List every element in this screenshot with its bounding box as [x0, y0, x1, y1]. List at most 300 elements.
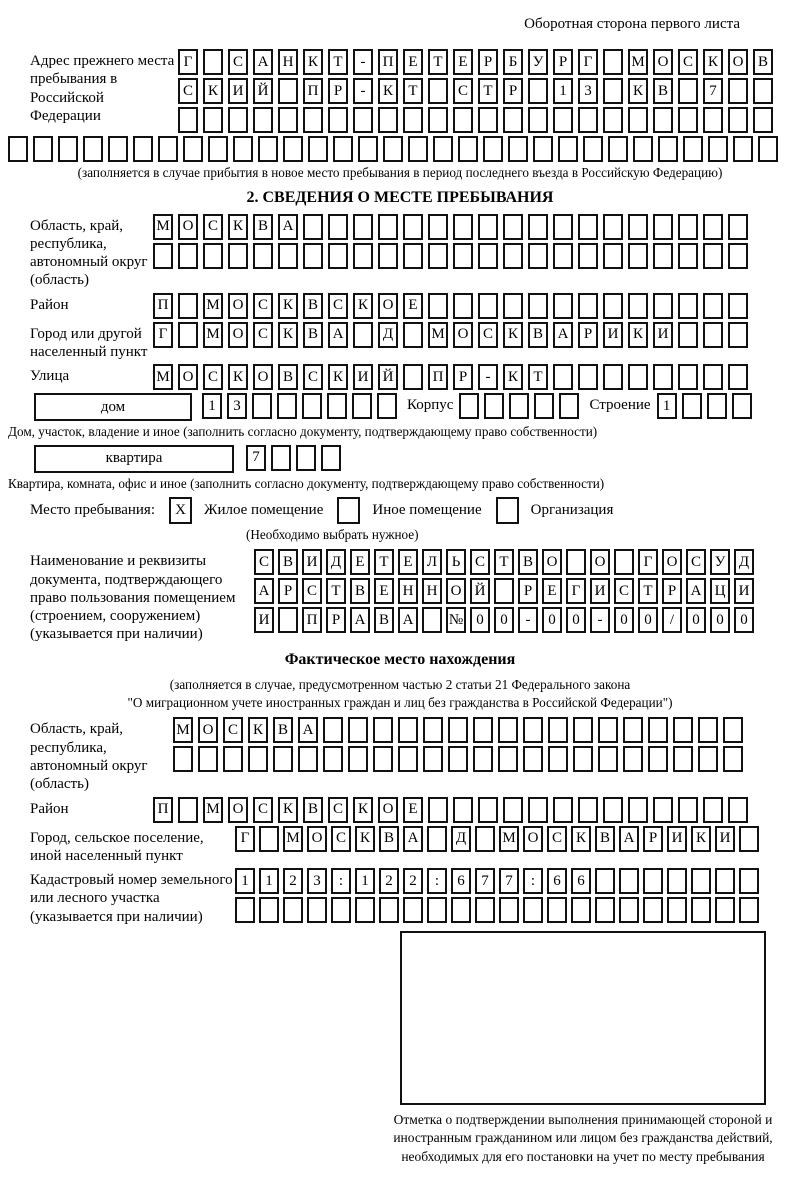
- char-cell: [578, 107, 598, 133]
- char-cell: [648, 746, 668, 772]
- char-cell: :: [331, 868, 351, 894]
- char-cell: [728, 78, 748, 104]
- char-cell: 6: [451, 868, 471, 894]
- char-cell: [528, 214, 548, 240]
- char-cell: [633, 136, 653, 162]
- char-cell: [331, 897, 351, 923]
- char-cell: [353, 107, 373, 133]
- char-cell: [528, 293, 548, 319]
- char-cell: [378, 243, 398, 269]
- char-cell: Е: [374, 578, 394, 604]
- char-cell: [383, 136, 403, 162]
- prev-address-overflow-row: [8, 136, 792, 162]
- char-cell: К: [355, 826, 375, 852]
- char-cell: И: [353, 364, 373, 390]
- char-cell: [723, 717, 743, 743]
- char-cell: С: [178, 78, 198, 104]
- document-grid: [254, 549, 754, 633]
- char-cell: А: [686, 578, 706, 604]
- char-cell: [373, 746, 393, 772]
- char-cell: [623, 746, 643, 772]
- char-cell: Р: [328, 78, 348, 104]
- char-cell: [578, 364, 598, 390]
- char-cell: Д: [378, 322, 398, 348]
- char-cell: [603, 78, 623, 104]
- char-cell: [703, 797, 723, 823]
- char-cell: [178, 293, 198, 319]
- char-cell: [33, 136, 53, 162]
- char-cell: [595, 897, 615, 923]
- char-cell: Г: [566, 578, 586, 604]
- char-cell: [83, 136, 103, 162]
- option-other-premises-label: Иное помещение: [372, 502, 482, 519]
- char-cell: [703, 107, 723, 133]
- char-cell: [728, 107, 748, 133]
- char-cell: [323, 717, 343, 743]
- char-cell: И: [254, 607, 274, 633]
- char-cell: Р: [478, 49, 498, 75]
- char-cell: Т: [638, 578, 658, 604]
- char-cell: Т: [326, 578, 346, 604]
- char-cell: А: [328, 322, 348, 348]
- char-cell: [378, 107, 398, 133]
- char-cell: [353, 322, 373, 348]
- char-cell: [528, 78, 548, 104]
- char-cell: В: [595, 826, 615, 852]
- char-cell: Г: [638, 549, 658, 575]
- char-cell: [678, 293, 698, 319]
- char-cell: [528, 797, 548, 823]
- header-note: Оборотная сторона первого листа: [524, 16, 740, 32]
- char-cell: Н: [422, 578, 442, 604]
- char-cell: 0: [734, 607, 754, 633]
- char-cell: М: [203, 322, 223, 348]
- char-cell: [333, 136, 353, 162]
- char-cell: [448, 746, 468, 772]
- char-cell: В: [379, 826, 399, 852]
- actual-location-captions: [8, 676, 792, 712]
- char-cell: С: [253, 797, 273, 823]
- char-cell: 1: [259, 868, 279, 894]
- char-cell: Е: [542, 578, 562, 604]
- fact-city-field: [8, 826, 792, 866]
- char-cell: [355, 897, 375, 923]
- char-cell: К: [303, 49, 323, 75]
- char-cell: [653, 293, 673, 319]
- char-cell: [235, 897, 255, 923]
- char-cell: [427, 897, 447, 923]
- char-cell: [428, 797, 448, 823]
- char-cell: М: [153, 364, 173, 390]
- char-cell: И: [667, 826, 687, 852]
- char-cell: [248, 746, 268, 772]
- char-cell: Б: [503, 49, 523, 75]
- char-cell: [298, 746, 318, 772]
- char-cell: [578, 243, 598, 269]
- char-cell: [598, 746, 618, 772]
- actual-location-title: Фактическое место нахождения: [284, 650, 516, 668]
- char-cell: В: [374, 607, 394, 633]
- char-cell: С: [253, 293, 273, 319]
- region-label: Область, край, республика, автономный округ (область): [30, 217, 148, 289]
- street-field: [8, 364, 792, 390]
- checkbox-residential: [169, 497, 192, 524]
- char-cell: К: [353, 293, 373, 319]
- char-cell: [623, 717, 643, 743]
- char-cell: [667, 868, 687, 894]
- char-cell: М: [153, 214, 173, 240]
- char-cell: 3: [227, 393, 247, 419]
- char-cell: [478, 107, 498, 133]
- char-cell: [475, 897, 495, 923]
- option-organization-label: Организация: [530, 502, 614, 519]
- stay-type-hint: (Необходимо выбрать нужное): [246, 527, 419, 543]
- char-cell: [403, 243, 423, 269]
- char-cell: [352, 393, 372, 419]
- char-cell: [428, 243, 448, 269]
- char-cell: Р: [278, 578, 298, 604]
- char-cell: А: [619, 826, 639, 852]
- stroenie-label: Строение: [589, 397, 651, 414]
- char-cell: [553, 364, 573, 390]
- char-cell: С: [453, 78, 473, 104]
- char-cell: [398, 717, 418, 743]
- char-cell: [553, 243, 573, 269]
- char-cell: [308, 136, 328, 162]
- char-cell: 1: [235, 868, 255, 894]
- char-cell: [703, 243, 723, 269]
- char-cell: [453, 243, 473, 269]
- char-cell: [323, 746, 343, 772]
- checkbox-other-premises: [337, 497, 360, 524]
- char-cell: [358, 136, 378, 162]
- char-cell: [603, 243, 623, 269]
- char-cell: У: [528, 49, 548, 75]
- char-cell: [723, 746, 743, 772]
- char-cell: [433, 136, 453, 162]
- char-cell: О: [178, 364, 198, 390]
- char-cell: [523, 897, 543, 923]
- document-label: Наименование и реквизиты документа, подтверждающего право пользования помещением (строением, сооружением) (указывается при наличии): [30, 553, 236, 643]
- char-cell: [708, 136, 728, 162]
- char-cell: [233, 136, 253, 162]
- char-cell: [503, 243, 523, 269]
- char-cell: [8, 136, 28, 162]
- char-cell: У: [710, 549, 730, 575]
- fact-region-row-2: [173, 746, 743, 772]
- char-cell: И: [603, 322, 623, 348]
- char-cell: [534, 393, 554, 419]
- char-cell: [428, 78, 448, 104]
- char-cell: В: [253, 214, 273, 240]
- char-cell: [377, 393, 397, 419]
- char-cell: Е: [403, 49, 423, 75]
- char-cell: 2: [283, 868, 303, 894]
- char-cell: [583, 136, 603, 162]
- char-cell: К: [571, 826, 591, 852]
- char-cell: [453, 107, 473, 133]
- street-row: [153, 364, 748, 390]
- char-cell: [498, 717, 518, 743]
- cadastral-row-2: [235, 897, 759, 923]
- stay-type-label: Место пребывания:: [30, 502, 155, 519]
- city-field: [8, 322, 792, 362]
- char-cell: [499, 897, 519, 923]
- char-cell: [302, 393, 322, 419]
- char-cell: О: [653, 49, 673, 75]
- char-cell: А: [403, 826, 423, 852]
- char-cell: [683, 136, 703, 162]
- char-cell: [403, 364, 423, 390]
- char-cell: 1: [553, 78, 573, 104]
- char-cell: С: [228, 49, 248, 75]
- char-cell: 1: [202, 393, 222, 419]
- apartment-label-box: квартира: [34, 445, 234, 473]
- char-cell: [483, 136, 503, 162]
- prev-address-row-3: [178, 107, 773, 133]
- char-cell: [203, 243, 223, 269]
- char-cell: А: [553, 322, 573, 348]
- char-cell: [619, 897, 639, 923]
- house-field: [8, 393, 792, 421]
- char-cell: [753, 107, 773, 133]
- char-cell: [603, 364, 623, 390]
- char-cell: К: [278, 797, 298, 823]
- char-cell: В: [528, 322, 548, 348]
- char-cell: Т: [478, 78, 498, 104]
- char-cell: К: [503, 322, 523, 348]
- char-cell: 0: [710, 607, 730, 633]
- char-cell: С: [223, 717, 243, 743]
- char-cell: К: [691, 826, 711, 852]
- char-cell: [523, 717, 543, 743]
- char-cell: [603, 293, 623, 319]
- char-cell: Е: [398, 549, 418, 575]
- char-cell: [427, 826, 447, 852]
- char-cell: [423, 746, 443, 772]
- char-cell: [494, 578, 514, 604]
- char-cell: [678, 797, 698, 823]
- char-cell: [403, 322, 423, 348]
- char-cell: [353, 243, 373, 269]
- char-cell: Н: [278, 49, 298, 75]
- char-cell: К: [228, 364, 248, 390]
- fact-region-field: [8, 717, 792, 793]
- char-cell: Т: [428, 49, 448, 75]
- char-cell: -: [353, 78, 373, 104]
- char-cell: [428, 107, 448, 133]
- fact-district-row: [153, 797, 748, 823]
- char-cell: [478, 797, 498, 823]
- char-cell: [303, 243, 323, 269]
- char-cell: 2: [403, 868, 423, 894]
- char-cell: [578, 797, 598, 823]
- char-cell: [473, 717, 493, 743]
- char-cell: [484, 393, 504, 419]
- char-cell: Е: [403, 797, 423, 823]
- prev-address-grid: [178, 49, 773, 133]
- region-row-1: [153, 214, 748, 240]
- char-cell: [603, 797, 623, 823]
- house-number-cells: [202, 393, 397, 419]
- char-cell: [703, 322, 723, 348]
- char-cell: М: [203, 293, 223, 319]
- char-cell: 0: [542, 607, 562, 633]
- char-cell: [296, 445, 316, 471]
- char-cell: С: [331, 826, 351, 852]
- char-cell: С: [614, 578, 634, 604]
- korpus-label: Корпус: [407, 397, 454, 414]
- char-cell: [758, 136, 778, 162]
- char-cell: [328, 243, 348, 269]
- char-cell: [628, 797, 648, 823]
- char-cell: В: [278, 549, 298, 575]
- char-cell: [643, 868, 663, 894]
- char-cell: 6: [547, 868, 567, 894]
- char-cell: [603, 49, 623, 75]
- char-cell: 3: [578, 78, 598, 104]
- char-cell: [303, 214, 323, 240]
- char-cell: О: [178, 214, 198, 240]
- cadastral-grid: [235, 868, 759, 923]
- char-cell: [715, 897, 735, 923]
- char-cell: [173, 746, 193, 772]
- char-cell: А: [350, 607, 370, 633]
- char-cell: [667, 897, 687, 923]
- char-cell: [278, 607, 298, 633]
- char-cell: [203, 49, 223, 75]
- char-cell: 0: [686, 607, 706, 633]
- char-cell: [451, 897, 471, 923]
- prev-address-label: Адрес прежнего места пребывания в Российской Федерации: [30, 53, 175, 124]
- fact-city-label: Город, сельское поселение, иной населенный пункт: [30, 829, 204, 864]
- actual-location-caption-1: (заполняется в случае, предусмотренном частью 2 статьи 21 Федерального закона: [169, 676, 631, 692]
- char-cell: [133, 136, 153, 162]
- char-cell: :: [427, 868, 447, 894]
- char-cell: [475, 826, 495, 852]
- char-cell: М: [203, 797, 223, 823]
- char-cell: [303, 107, 323, 133]
- char-cell: [559, 393, 579, 419]
- prev-address-field: [8, 49, 792, 133]
- fact-region-grid: [173, 717, 743, 772]
- char-cell: [678, 243, 698, 269]
- char-cell: П: [428, 364, 448, 390]
- char-cell: [653, 797, 673, 823]
- char-cell: [628, 107, 648, 133]
- char-cell: 0: [566, 607, 586, 633]
- region-row-2: [153, 243, 748, 269]
- char-cell: В: [518, 549, 538, 575]
- char-cell: Р: [643, 826, 663, 852]
- char-cell: [678, 214, 698, 240]
- char-cell: [228, 243, 248, 269]
- char-cell: Р: [578, 322, 598, 348]
- street-label: Улица: [30, 368, 70, 385]
- char-cell: [373, 717, 393, 743]
- char-cell: [728, 214, 748, 240]
- char-cell: [732, 393, 752, 419]
- checkbox-organization: [496, 497, 519, 524]
- char-cell: [728, 243, 748, 269]
- char-cell: [453, 293, 473, 319]
- char-cell: [528, 107, 548, 133]
- char-cell: В: [303, 797, 323, 823]
- char-cell: 0: [614, 607, 634, 633]
- char-cell: [653, 364, 673, 390]
- char-cell: Й: [378, 364, 398, 390]
- char-cell: [253, 243, 273, 269]
- char-cell: [707, 393, 727, 419]
- char-cell: [553, 214, 573, 240]
- char-cell: О: [307, 826, 327, 852]
- char-cell: [548, 746, 568, 772]
- char-cell: [423, 717, 443, 743]
- char-cell: [608, 136, 628, 162]
- fact-district-label: Район: [30, 800, 69, 817]
- option-residential-label: Жилое помещение: [204, 502, 324, 519]
- char-cell: В: [303, 293, 323, 319]
- char-cell: К: [628, 322, 648, 348]
- char-cell: [408, 136, 428, 162]
- char-cell: Г: [235, 826, 255, 852]
- char-cell: [278, 107, 298, 133]
- char-cell: Т: [528, 364, 548, 390]
- char-cell: [478, 243, 498, 269]
- char-cell: К: [703, 49, 723, 75]
- char-cell: С: [303, 364, 323, 390]
- char-cell: [715, 868, 735, 894]
- char-cell: [178, 797, 198, 823]
- char-cell: [379, 897, 399, 923]
- char-cell: Р: [326, 607, 346, 633]
- checkbox-residential-mark: X: [175, 502, 186, 519]
- char-cell: В: [350, 578, 370, 604]
- char-cell: [553, 293, 573, 319]
- char-cell: [448, 717, 468, 743]
- char-cell: :: [523, 868, 543, 894]
- char-cell: 2: [379, 868, 399, 894]
- char-cell: [178, 243, 198, 269]
- char-cell: [403, 214, 423, 240]
- char-cell: [403, 897, 423, 923]
- char-cell: [503, 797, 523, 823]
- char-cell: [678, 107, 698, 133]
- char-cell: [478, 214, 498, 240]
- char-cell: 0: [494, 607, 514, 633]
- char-cell: [673, 717, 693, 743]
- char-cell: И: [302, 549, 322, 575]
- char-cell: [428, 293, 448, 319]
- char-cell: М: [628, 49, 648, 75]
- char-cell: [678, 78, 698, 104]
- char-cell: [603, 107, 623, 133]
- char-cell: [259, 826, 279, 852]
- char-cell: [271, 445, 291, 471]
- char-cell: 7: [499, 868, 519, 894]
- char-cell: Г: [178, 49, 198, 75]
- char-cell: [252, 393, 272, 419]
- char-cell: Й: [470, 578, 490, 604]
- char-cell: [578, 293, 598, 319]
- char-cell: [453, 797, 473, 823]
- char-cell: 3: [307, 868, 327, 894]
- char-cell: С: [203, 364, 223, 390]
- char-cell: [321, 445, 341, 471]
- char-cell: В: [653, 78, 673, 104]
- char-cell: 6: [571, 868, 591, 894]
- char-cell: К: [628, 78, 648, 104]
